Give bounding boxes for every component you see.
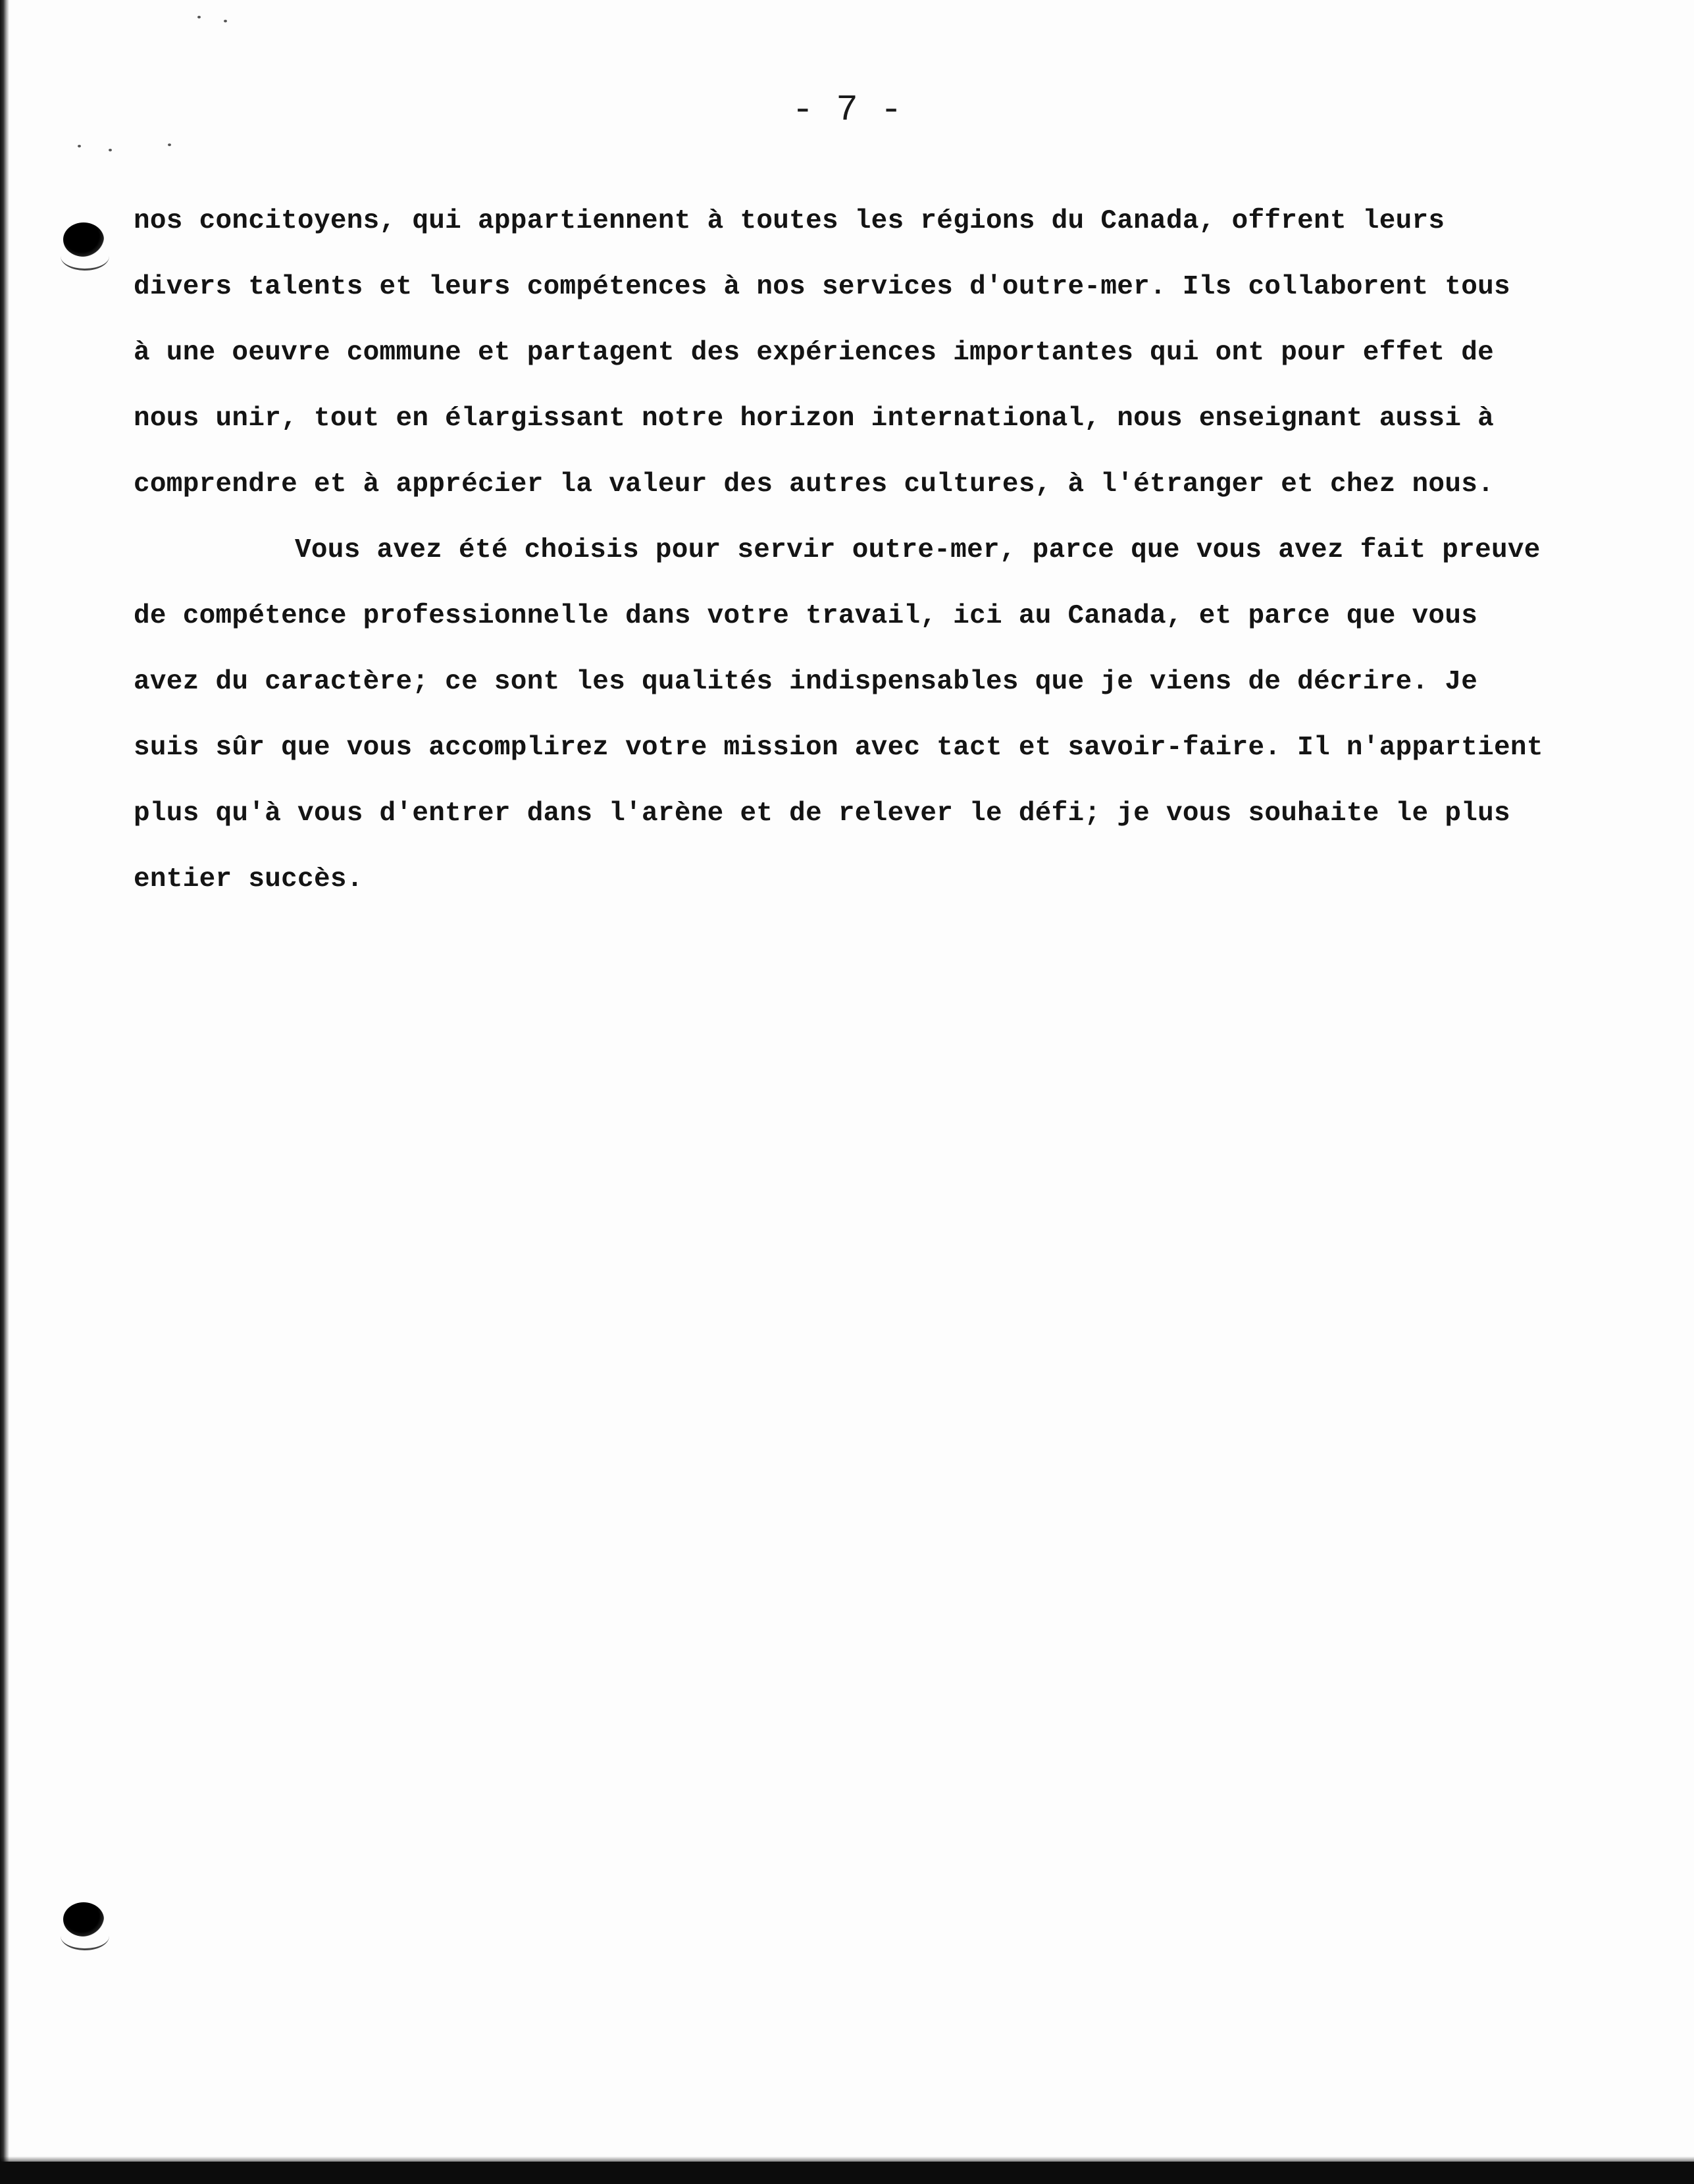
scan-edge-bottom bbox=[0, 2162, 1694, 2184]
text-line: nos concitoyens, qui appartiennent à toutes les régions du Canada, offrent leurs bbox=[134, 206, 1445, 236]
document-body bbox=[134, 188, 1588, 912]
dust-speck bbox=[78, 145, 81, 147]
text-line: avez du caractère; ce sont les qualités indispensables que je viens de décrire. Je bbox=[134, 667, 1478, 697]
text-line: suis sûr que vous accomplirez votre mission avec tact et savoir-faire. Il n'appartient bbox=[134, 733, 1543, 763]
page-number: - 7 - bbox=[791, 89, 903, 131]
dust-speck bbox=[197, 16, 201, 18]
text-line-indented: Vous avez été choisis pour servir outre-mer, parce que vous avez fait preuve bbox=[295, 535, 1541, 565]
dust-speck bbox=[168, 143, 171, 146]
text-line: plus qu'à vous d'entrer dans l'arène et de relever le défi; je vous souhaite le plus bbox=[134, 798, 1510, 829]
scan-edge-left bbox=[0, 0, 9, 2184]
dust-speck bbox=[224, 20, 227, 22]
punch-hole-shadow bbox=[61, 1922, 109, 1950]
text-line: nous unir, tout en élargissant notre horizon international, nous enseignant aussi à bbox=[134, 403, 1495, 434]
dust-speck bbox=[109, 149, 112, 151]
punch-hole-shadow bbox=[61, 242, 109, 271]
text-line: divers talents et leurs compétences à nos services d'outre-mer. Ils collaborent tous bbox=[134, 272, 1510, 302]
text-line: à une oeuvre commune et partagent des expériences importantes qui ont pour effet de bbox=[134, 338, 1495, 368]
text-line: comprendre et à apprécier la valeur des autres cultures, à l'étranger et chez nous. bbox=[134, 469, 1495, 500]
text-line: entier succès. bbox=[134, 864, 363, 895]
text-line: de compétence professionnelle dans votre travail, ici au Canada, et parce que vous bbox=[134, 601, 1478, 631]
